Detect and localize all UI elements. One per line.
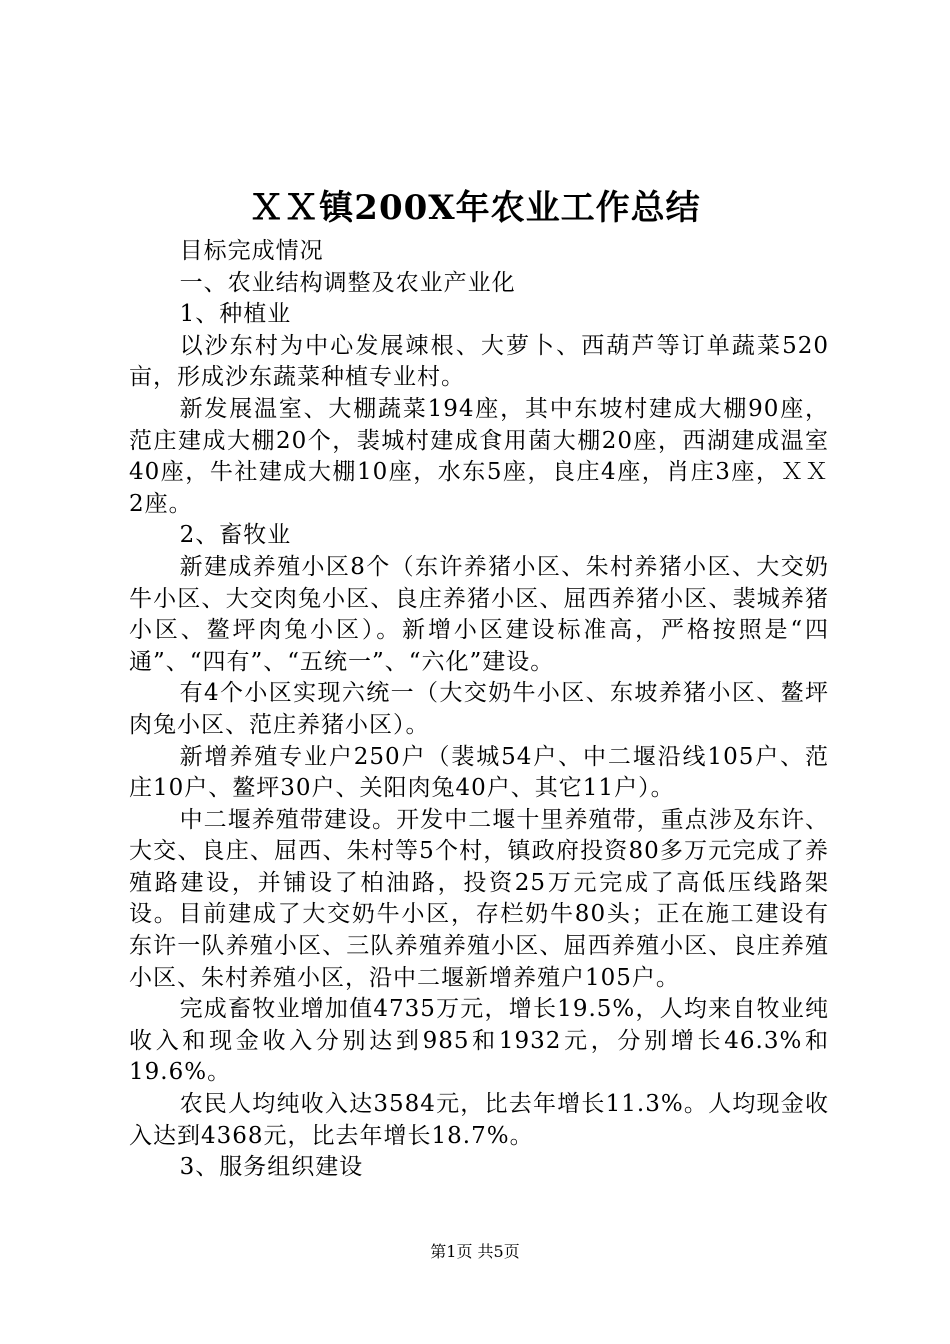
paragraph-farmer-income: 农民人均纯收入达3584元，比去年增长11.3%。人均现金收入达到4368元，比去年增长18.7%。 (129, 1091, 829, 1149)
paragraph-breeding-belt: 中二堰养殖带建设。开发中二堰十里养殖带，重点涉及东许、大交、良庄、屈西、朱村等5个村，镇政府投资80多万元完成了养殖路建设，并铺设了柏油路，投资25万元完成了高低压线路架设。目前建成了大交奶牛小区，存栏奶牛80头；正在施工建设有东许一队养殖小区、三队养殖养殖小区、屈西养殖小区、良庄养殖小区、朱村养殖小区，沿中二堰新增养殖户105户。 (129, 806, 829, 991)
paragraph-six-unified: 有4个小区实现六统一（大交奶牛小区、东坡养猪小区、鳌坪肉兔小区、范庄养猪小区）。 (129, 680, 829, 738)
paragraph-livestock-value: 完成畜牧业增加值4735万元，增长19.5%，人均来自牧业纯收入和现金收入分别达到985和1932元，分别增长46.3%和19.6%。 (129, 996, 829, 1086)
paragraph-planting-vegetables: 以沙东村为中心发展竦根、大萝卜、西葫芦等订单蔬菜520亩，形成沙东蔬菜种植专业村。 (129, 332, 829, 391)
document-body (129, 236, 829, 1184)
paragraph-breeding-zones: 新建成养殖小区8个（东许养猪小区、朱村养猪小区、大交奶牛小区、大交肉兔小区、良庄养猪小区、屈西养猪小区、裴城养猪小区、鳌坪肉兔小区）。新增小区建设标准高，严格按照是“四通”、“四有”、“五统一”、“六化”建设。 (129, 553, 829, 675)
paragraph-goal-status: 目标完成情况 (179, 238, 324, 264)
paragraph-section-1-heading: 一、农业结构调整及农业产业化 (179, 269, 516, 296)
paragraph-greenhouses: 新发展温室、大棚蔬菜194座，其中东坡村建成大棚90座，范庄建成大棚20个，裴城村建成食用菌大棚20座，西湖建成温室40座，牛社建成大棚10座，水东5座，良庄4座，肖庄3座，ＸＸ2座。 (129, 395, 829, 517)
paragraph-livestock-heading: 2、畜牧业 (179, 522, 292, 549)
paragraph-planting-heading: 1、种植业 (179, 301, 292, 328)
paragraph-new-households: 新增养殖专业户250户（裴城54户、中二堰沿线105户、范庄10户、鳌坪30户、关阳肉兔40户、其它11户）。 (129, 743, 829, 802)
document-title: ＸＸ镇200X年农业工作总结 (249, 188, 701, 228)
paragraph-service-heading: 3、服务组织建设 (179, 1154, 364, 1181)
page-number-footer: 第1页 共5页 (430, 1242, 520, 1261)
